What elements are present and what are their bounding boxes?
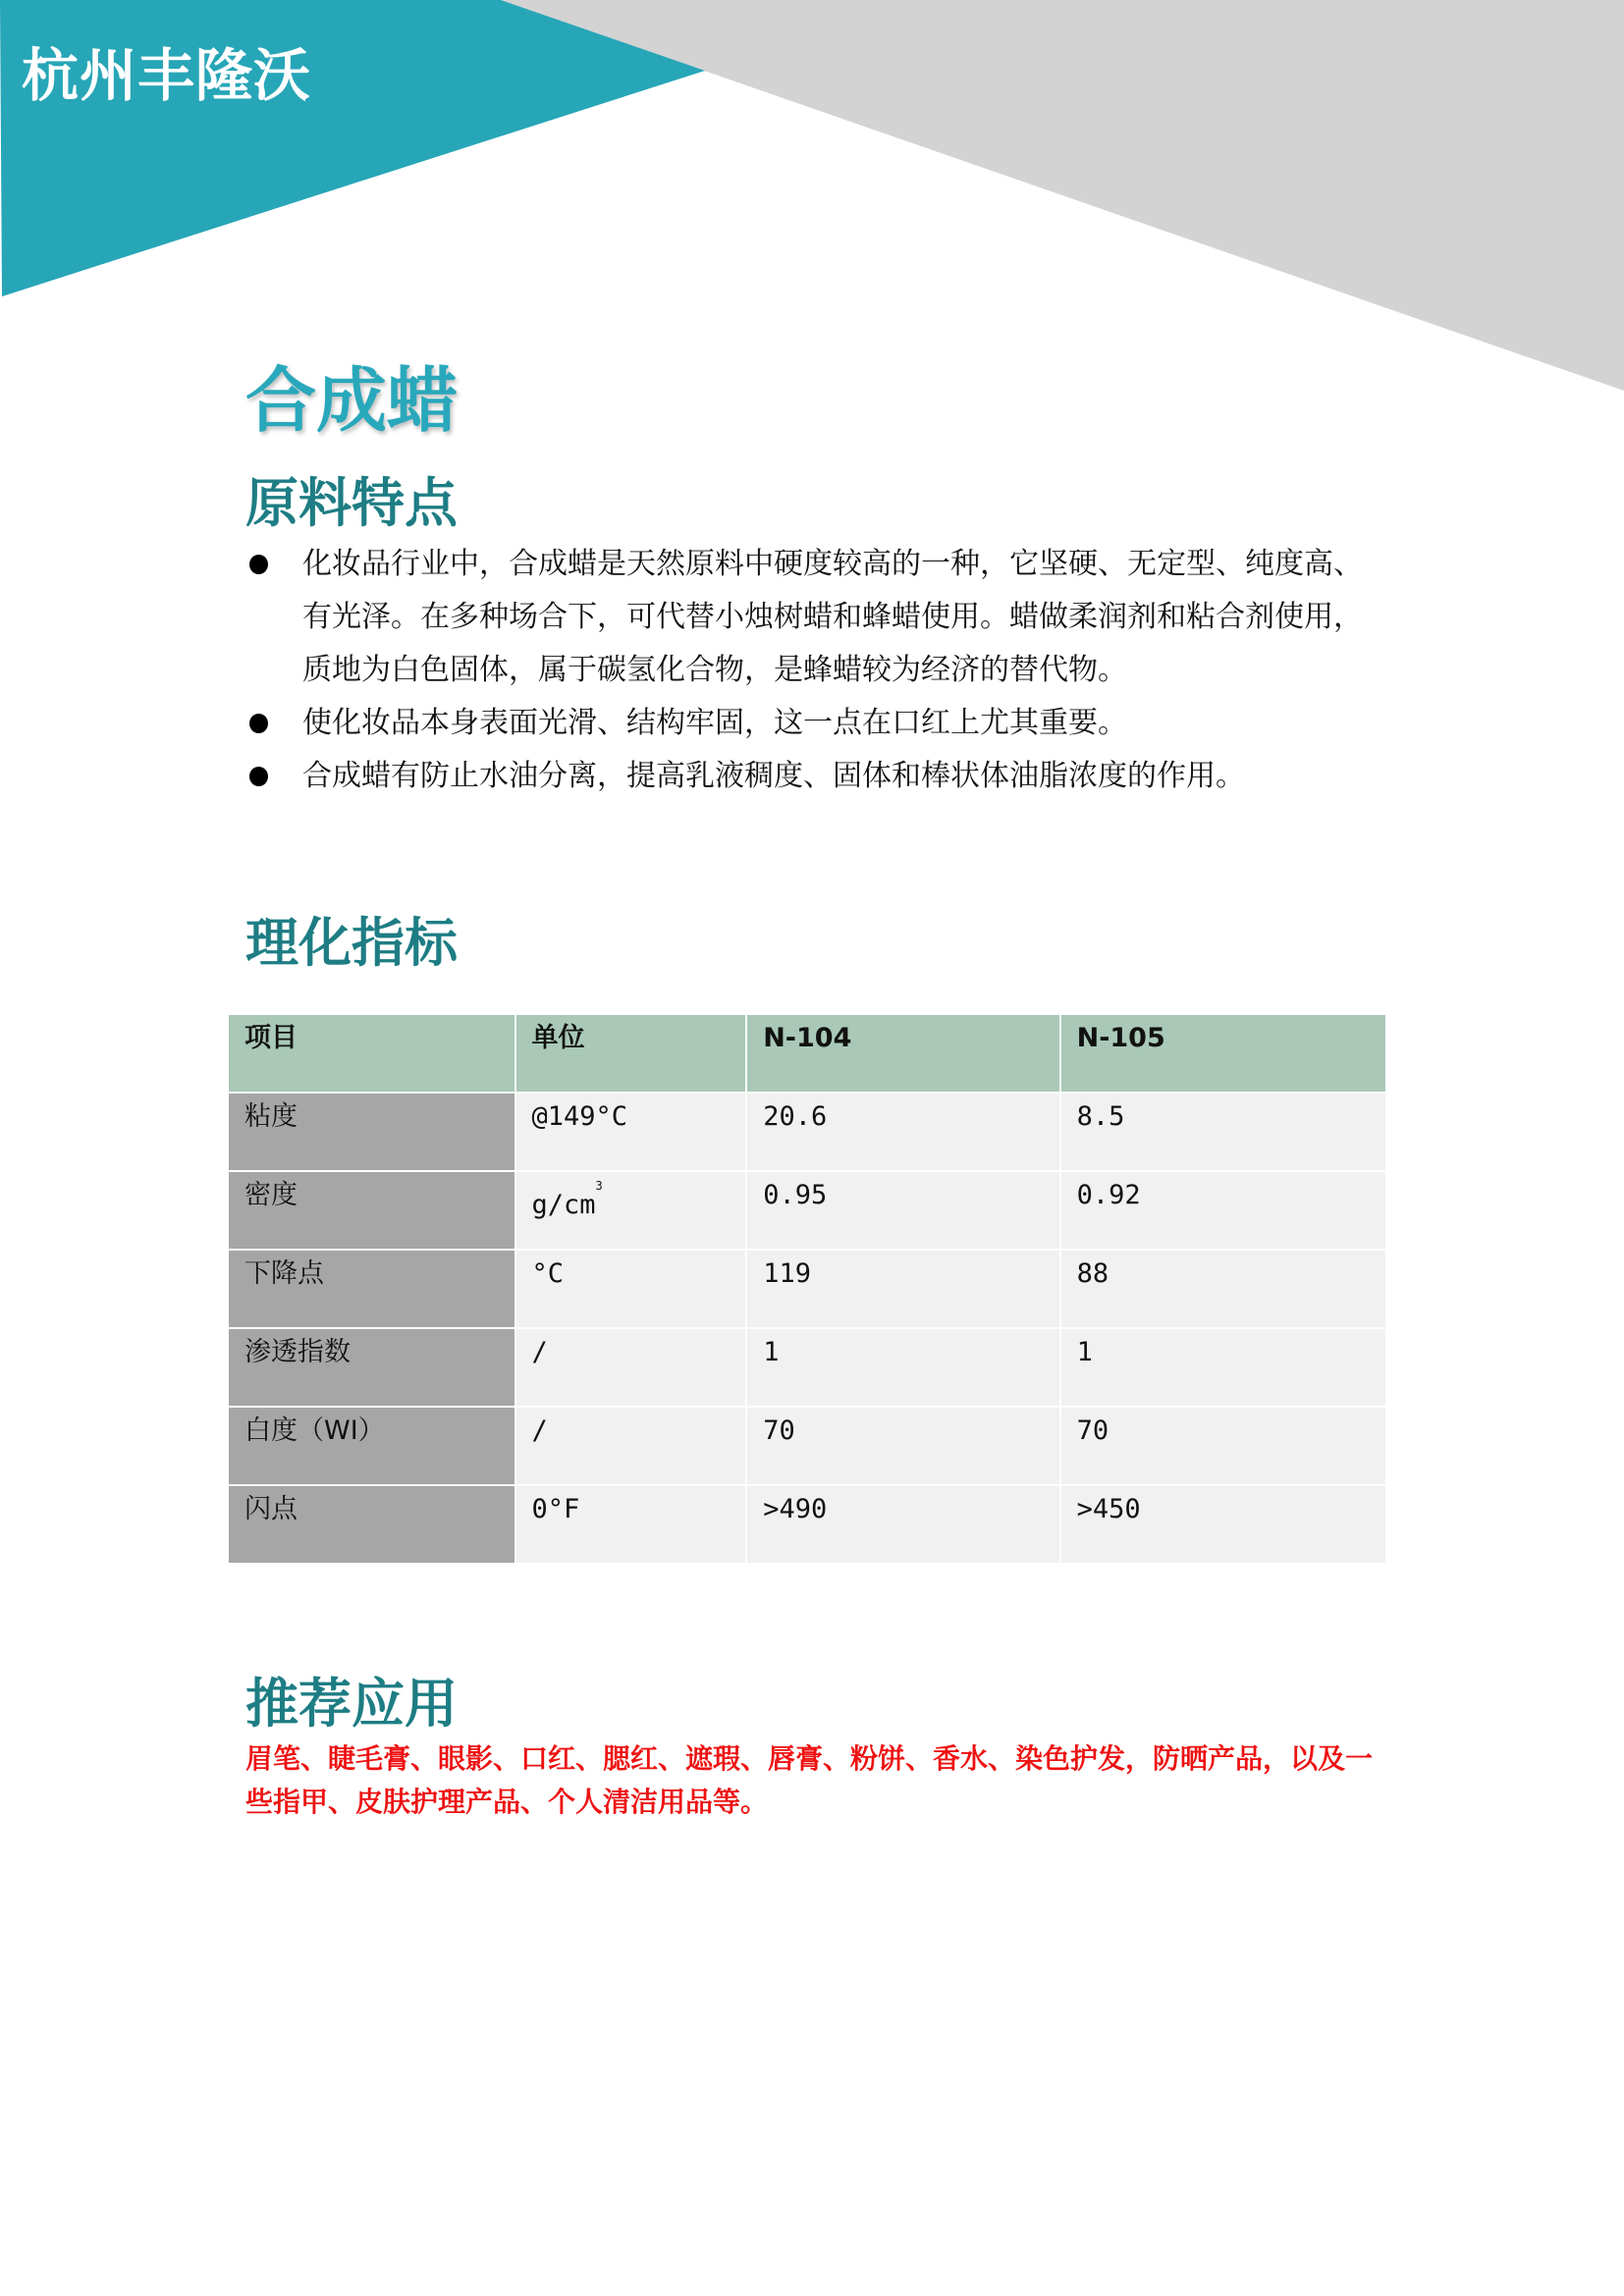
table-row (228, 1485, 1386, 1564)
n105-cell: 0.92 (1060, 1171, 1386, 1250)
n104-cell: 1 (746, 1328, 1059, 1407)
unit-cell: / (515, 1407, 747, 1485)
n104-cell: >490 (746, 1485, 1059, 1564)
specs-heading: 理化指标 (245, 912, 458, 974)
item-cell: 粘度 (228, 1093, 515, 1171)
unit-cell: @149°C (515, 1093, 747, 1171)
n105-cell: 70 (1060, 1407, 1386, 1485)
n104-cell: 119 (746, 1250, 1059, 1328)
page-title: 合成蜡 (245, 359, 459, 442)
item-cell: 渗透指数 (228, 1328, 515, 1407)
n105-cell: >450 (1060, 1485, 1386, 1564)
item-cell: 白度（WI） (228, 1407, 515, 1485)
item-cell: 下降点 (228, 1250, 515, 1328)
table-row (228, 1407, 1386, 1485)
company-name: 杭州丰隆沃 (22, 42, 312, 109)
n104-cell: 70 (746, 1407, 1059, 1485)
n105-cell: 88 (1060, 1250, 1386, 1328)
column-header-unit: 单位 (515, 1014, 747, 1093)
n105-cell: 1 (1060, 1328, 1386, 1407)
feature-item (245, 750, 1384, 803)
bullet-icon (249, 714, 268, 733)
table-row (228, 1250, 1386, 1328)
unit-cell: °C (515, 1250, 747, 1328)
column-header-n104: N-104 (746, 1014, 1059, 1093)
bullet-icon (249, 767, 268, 786)
feature-text: 化妆品行业中，合成蜡是天然原料中硬度较高的一种，它坚硬、无定型、纯度高、有光泽。在多种场合下，可代替小烛树蜡和蜂蜡使用。蜡做柔润剂和粘合剂使用，质地为白色固体，属于碳氢化合物，是蜂蜡较为经济的替代物。 (302, 547, 1363, 687)
feature-text: 使化妆品本身表面光滑、结构牢固，这一点在口红上尤其重要。 (302, 706, 1127, 740)
features-list (245, 538, 1384, 803)
table-row (228, 1171, 1386, 1250)
applications-text: 眉笔、睫毛膏、眼影、口红、腮红、遮瑕、唇膏、粉饼、香水、染色护发，防晒产品，以及一些指甲、皮肤护理产品、个人清洁用品等。 (245, 1742, 1374, 1818)
features-heading: 原料特点 (245, 472, 458, 534)
feature-item (245, 697, 1384, 750)
bullet-icon (249, 555, 268, 574)
table-header-row (228, 1014, 1386, 1093)
feature-item (245, 538, 1384, 697)
specs-table (227, 1013, 1387, 1565)
unit-superscript: 3 (595, 1179, 603, 1193)
table-row (228, 1328, 1386, 1407)
n104-cell: 0.95 (746, 1171, 1059, 1250)
item-cell: 密度 (228, 1171, 515, 1250)
n104-cell: 20.6 (746, 1093, 1059, 1171)
table-row (228, 1093, 1386, 1171)
applications-heading: 推荐应用 (245, 1673, 458, 1735)
column-header-item: 项目 (228, 1014, 515, 1093)
feature-text: 合成蜡有防止水油分离，提高乳液稠度、固体和棒状体油脂浓度的作用。 (302, 759, 1245, 793)
n105-cell: 8.5 (1060, 1093, 1386, 1171)
item-cell: 闪点 (228, 1485, 515, 1564)
unit-cell: 0°F (515, 1485, 747, 1564)
unit-cell: / (515, 1328, 747, 1407)
unit-cell: $g/cm^3$ (515, 1171, 747, 1250)
column-header-n105: N-105 (1060, 1014, 1386, 1093)
